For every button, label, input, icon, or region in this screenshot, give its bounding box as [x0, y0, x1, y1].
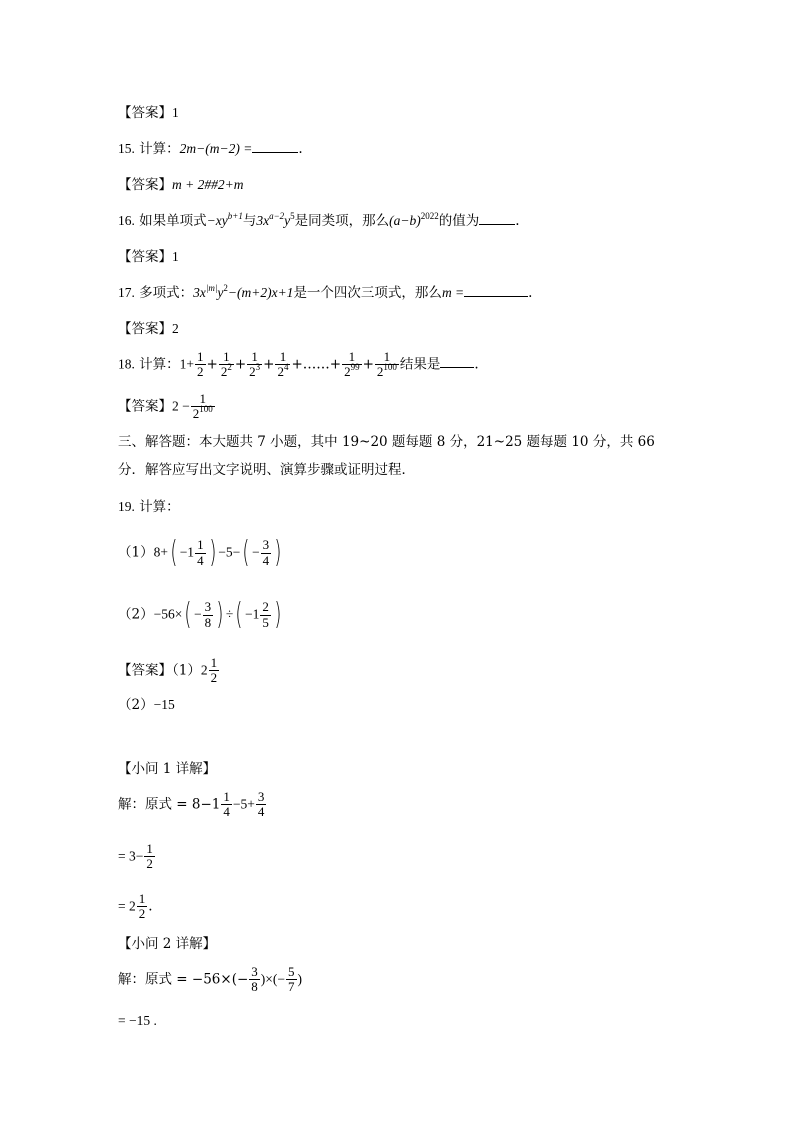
question-prompt: 多项式：: [139, 285, 194, 301]
question-17: [118, 283, 533, 301]
math-term: 8+: [153, 544, 168, 560]
text: 是一个四次三项式，那么: [293, 285, 442, 301]
answer-value: 1: [172, 249, 179, 264]
fraction: $\frac{3}{8}$: [251, 964, 258, 995]
math-term: m =: [441, 285, 465, 300]
answer-17: [118, 322, 179, 337]
part-label: （2）: [118, 697, 154, 713]
period: .: [528, 285, 533, 301]
answer-16: [118, 250, 179, 265]
question-19-part-1: （1）8+( −1 $\frac{1}{4}$ ) −5−( − $\frac{3}{4}$ ): [118, 535, 282, 570]
question-18: 18. 计算：1+ $\frac{1}{2}$ + $\frac{1}{2^2}$ + $\frac{1}{2^3}$ + $\frac{1}{2^4}$ +……+ $\frac{1}{2^{99}}$ + $\frac{1}{2^{100}}$ 结果是 .: [118, 349, 479, 380]
left-paren: (: [184, 597, 192, 632]
exponent: 2022: [420, 211, 439, 221]
math-term: 3x: [256, 213, 270, 228]
sub-2-line-2: = −15 .: [118, 1013, 157, 1028]
answer-18: [118, 392, 216, 422]
answer-tag: 【答案】: [118, 662, 172, 679]
math-term: y: [284, 213, 291, 228]
fraction: $\frac{5}{7}$: [288, 964, 295, 995]
section-text: 三、解答题：本大题共 7 小题，其中 19~20 题每题 8 分，21~25 题每题 10 分，共 66 分．解答应写出文字说明、演算步骤或证明过程．: [118, 434, 655, 478]
answer-15: [118, 178, 243, 193]
answer-value: 2: [172, 321, 179, 336]
fraction: $\frac{1}{2^{100}}$: [192, 391, 213, 422]
answer-value: m + 2##2+m: [172, 177, 244, 192]
period: .: [298, 141, 303, 157]
answer-14: [118, 106, 179, 121]
fraction: $\frac{1}{2}$: [197, 349, 204, 380]
answer-blank: [252, 152, 298, 153]
fraction: $\frac{3}{4}$: [257, 789, 265, 820]
question-number: 19.: [118, 499, 135, 514]
question-prompt: 计算：: [139, 356, 180, 373]
answer-blank: [464, 296, 528, 297]
question-prompt: 计算：: [139, 499, 180, 515]
sub-1-line-2: = 3− $\frac{1}{2}$: [118, 841, 153, 872]
fraction: $\frac{1}{4}$: [197, 537, 204, 568]
section-title: 【小问 2 详解】: [118, 936, 217, 952]
answer-blank: [479, 224, 515, 225]
exponent: 2: [223, 283, 228, 293]
section-heading: [118, 428, 678, 484]
math-expression: 2m−(m−2) =: [179, 141, 253, 156]
math-term: −56×: [153, 606, 183, 622]
answer-value: 2 −: [172, 398, 190, 414]
answer-tag: 【答案】: [118, 105, 172, 121]
part-label: （1）: [118, 544, 154, 561]
answer-value: −15: [153, 697, 175, 712]
answer-19: 【答案】（1）2 $\frac{1}{2}$: [118, 655, 218, 686]
right-paren: ): [208, 535, 216, 570]
fraction: $\frac{2}{5}$: [262, 599, 269, 630]
fraction: $\frac{1}{2^3}$: [249, 349, 261, 380]
question-16: [118, 211, 520, 229]
part-label: （2）: [118, 606, 154, 623]
fraction: $\frac{3}{4}$: [262, 537, 270, 568]
left-paren: (: [242, 535, 250, 570]
period: .: [515, 213, 520, 229]
fraction: $\frac{1}{2^{100}}$: [376, 349, 397, 380]
question-number: 18.: [118, 356, 135, 372]
question-15: [118, 142, 303, 157]
math-term: 3x: [193, 285, 206, 300]
text: 与: [242, 213, 257, 229]
fraction: $\frac{1}{4}$: [223, 789, 230, 820]
left-paren: (: [170, 535, 178, 570]
question-number: 16.: [118, 213, 135, 228]
sub-question-1-title: [118, 763, 216, 777]
fraction: $\frac{3}{8}$: [204, 599, 212, 630]
question-19-part-2: （2）−56×( − $\frac{3}{8}$ ) ÷( −1 $\frac{2}{5}$ ): [118, 597, 282, 632]
ellipsis: ……: [302, 356, 330, 373]
left-paren: (: [235, 597, 243, 632]
exponent: b+1: [227, 211, 243, 221]
sub-2-line-1: 解：原式 = −56×(− $\frac{3}{8}$ )×(− $\frac{5}{7}$ ): [118, 964, 302, 995]
answer-19-part-2: [118, 698, 175, 713]
sub-1-line-3: = 2 $\frac{1}{2}$ .: [118, 891, 153, 922]
question-prompt: 计算：: [139, 141, 180, 157]
text: 的值为: [438, 213, 480, 229]
fraction: $\frac{1}{2}$: [210, 655, 218, 686]
part-label: （1）: [172, 662, 201, 679]
answer-tag: 【答案】: [118, 398, 172, 415]
question-19: [118, 500, 180, 515]
math-expression: −(m+2)x+1: [227, 285, 294, 300]
question-number: 15.: [118, 141, 135, 156]
exponent: 5: [290, 211, 295, 221]
answer-tag: 【答案】: [118, 249, 172, 265]
math-expression: (a−b): [389, 213, 421, 228]
fraction: $\frac{1}{2^2}$: [220, 349, 232, 380]
math-term: y: [217, 285, 224, 300]
period: .: [474, 356, 479, 373]
exponent: a−2: [269, 211, 285, 221]
sub-question-2-title: [118, 938, 216, 952]
math-term: 1+: [179, 356, 195, 372]
math-term: −xy: [206, 213, 228, 228]
answer-value: 1: [172, 105, 179, 120]
right-paren: ): [216, 597, 224, 632]
question-prompt: 如果单项式: [139, 213, 207, 229]
sub-1-line-1: 解：原式 = 8−1 $\frac{1}{4}$ −5+ $\frac{3}{4}$: [118, 789, 265, 820]
text: 结果是: [399, 356, 441, 373]
fraction: $\frac{1}{2}$: [138, 891, 146, 922]
section-title: 【小问 1 详解】: [118, 761, 217, 777]
right-paren: ): [274, 535, 282, 570]
question-number: 17.: [118, 285, 135, 300]
text: 是同类项，那么: [294, 213, 390, 229]
right-paren: ): [274, 597, 282, 632]
answer-tag: 【答案】: [118, 177, 172, 193]
answer-blank: [440, 367, 474, 368]
fraction: $\frac{1}{2^{99}}$: [344, 349, 360, 380]
answer-tag: 【答案】: [118, 321, 172, 337]
exponent: |m|: [205, 283, 218, 293]
fraction: $\frac{1}{2^4}$: [277, 349, 289, 380]
fraction: $\frac{1}{2}$: [146, 841, 153, 872]
